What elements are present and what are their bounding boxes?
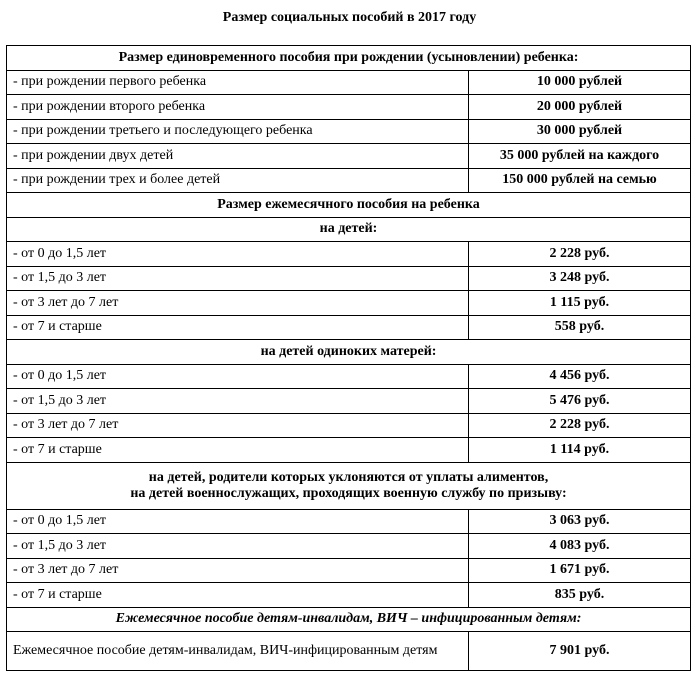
row-label: - при рождении двух детей: [7, 144, 469, 169]
row-value: 10 000 рублей: [469, 70, 691, 95]
table-row: [7, 168, 691, 193]
table-row: [7, 266, 691, 291]
alimony-subheader: [7, 462, 691, 509]
disabled-section-header-row: [7, 607, 691, 632]
birth-section-header: Размер единовременного пособия при рождении (усыновлении) ребенка:: [7, 46, 691, 71]
row-label: - от 0 до 1,5 лет: [7, 509, 469, 534]
table-row: [7, 558, 691, 583]
row-label: - от 7 и старше: [7, 315, 469, 340]
row-label: - от 3 лет до 7 лет: [7, 413, 469, 438]
row-label: - при рождении второго ребенка: [7, 95, 469, 120]
table-row: [7, 534, 691, 559]
row-label: - от 1,5 до 3 лет: [7, 266, 469, 291]
row-label: - от 3 лет до 7 лет: [7, 291, 469, 316]
row-label: - от 7 и старше: [7, 438, 469, 463]
row-value: 3 063 руб.: [469, 509, 691, 534]
row-label: - от 0 до 1,5 лет: [7, 364, 469, 389]
table-row: [7, 364, 691, 389]
table-row: [7, 389, 691, 414]
table-row: [7, 242, 691, 267]
children-subheader: на детей:: [7, 217, 691, 242]
table-row: [7, 413, 691, 438]
single-mothers-subheader-row: [7, 340, 691, 365]
table-row: [7, 119, 691, 144]
page-title: Размер социальных пособий в 2017 году: [222, 10, 477, 25]
table-row: [7, 509, 691, 534]
row-value: 30 000 рублей: [469, 119, 691, 144]
birth-section-header-row: [7, 46, 691, 71]
single-mothers-subheader: на детей одиноких матерей:: [7, 340, 691, 365]
row-label: - от 1,5 до 3 лет: [7, 389, 469, 414]
table-row: [7, 315, 691, 340]
row-label: - от 7 и старше: [7, 583, 469, 608]
row-value: 20 000 рублей: [469, 95, 691, 120]
row-value: 835 руб.: [469, 583, 691, 608]
row-label: - при рождении трех и более детей: [7, 168, 469, 193]
row-value: 2 228 руб.: [469, 242, 691, 267]
benefits-table: [6, 45, 691, 671]
alimony-subheader-row: [7, 462, 691, 509]
row-value: 3 248 руб.: [469, 266, 691, 291]
row-value: 4 456 руб.: [469, 364, 691, 389]
row-label: Ежемесячное пособие детям-инвалидам, ВИЧ-инфицированным детям: [7, 632, 469, 671]
table-row: [7, 291, 691, 316]
row-value: 558 руб.: [469, 315, 691, 340]
row-value: 35 000 рублей на каждого: [469, 144, 691, 169]
monthly-section-header: Размер ежемесячного пособия на ребенка: [7, 193, 691, 218]
row-value: 2 228 руб.: [469, 413, 691, 438]
row-label: - от 3 лет до 7 лет: [7, 558, 469, 583]
row-value: 150 000 рублей на семью: [469, 168, 691, 193]
table-row: [7, 583, 691, 608]
row-label: - от 0 до 1,5 лет: [7, 242, 469, 267]
children-subheader-row: [7, 217, 691, 242]
row-value: 1 671 руб.: [469, 558, 691, 583]
table-row: [7, 70, 691, 95]
disabled-section-header: Ежемесячное пособие детям-инвалидам, ВИЧ – инфицированным детям:: [7, 607, 691, 632]
row-label: - при рождении первого ребенка: [7, 70, 469, 95]
alimony-subheader-line1: на детей, родители которых уклоняются от уплаты алиментов,: [148, 469, 549, 485]
row-value: 7 901 руб.: [469, 632, 691, 671]
table-row: [7, 438, 691, 463]
row-label: - от 1,5 до 3 лет: [7, 534, 469, 559]
row-value: 1 115 руб.: [469, 291, 691, 316]
table-row: [7, 632, 691, 671]
monthly-section-header-row: [7, 193, 691, 218]
row-label: - при рождении третьего и последующего ребенка: [7, 119, 469, 144]
table-row: [7, 144, 691, 169]
alimony-subheader-line2: на детей военнослужащих, проходящих военную службу по призыву:: [130, 485, 567, 501]
row-value: 5 476 руб.: [469, 389, 691, 414]
row-value: 1 114 руб.: [469, 438, 691, 463]
row-value: 4 083 руб.: [469, 534, 691, 559]
table-row: [7, 95, 691, 120]
